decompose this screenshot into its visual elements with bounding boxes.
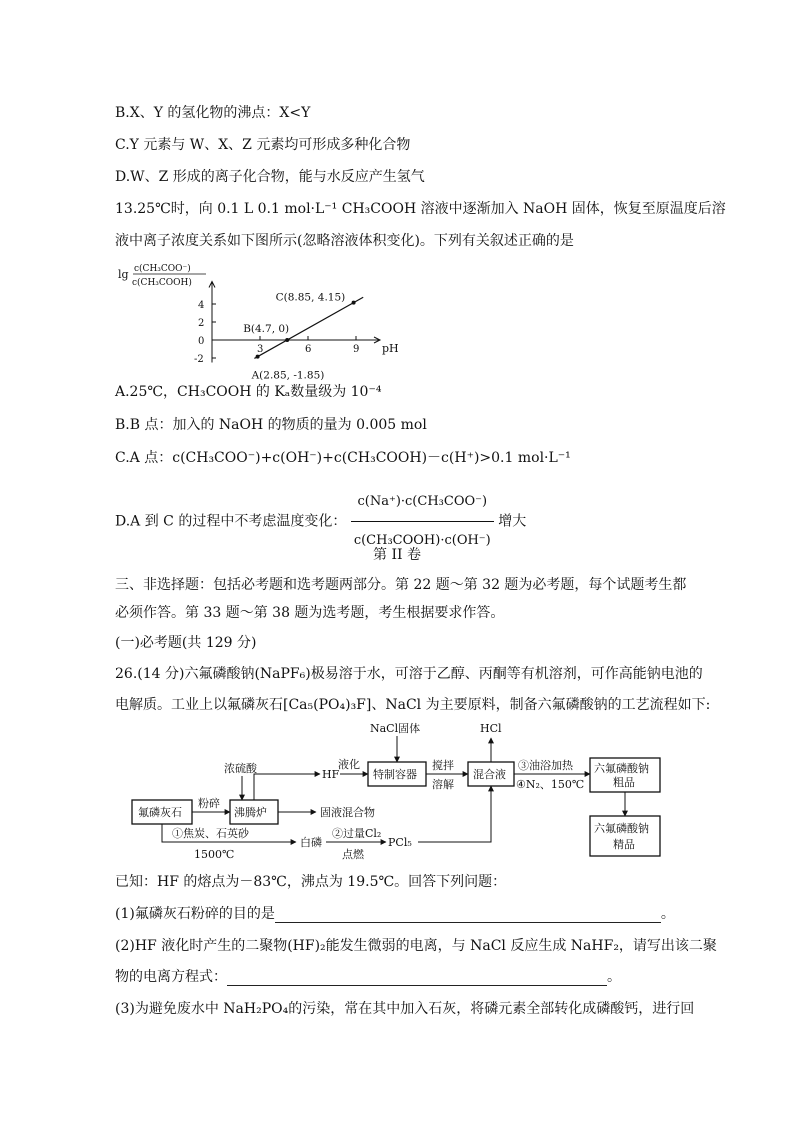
raw-material-label: 氟磷灰石 — [138, 806, 182, 819]
liquefy-label: 液化 — [338, 758, 360, 771]
chart-ylabel-num: c(CH₃COO⁻) — [134, 264, 191, 274]
mixture-label: 混合液 — [473, 768, 506, 781]
hf-label: HF — [322, 768, 340, 781]
fine-product-label-2: 精品 — [613, 838, 635, 851]
step1-label: ①焦炭、石英砂 — [172, 827, 249, 840]
chart-ylabel-den: c(CH₃COOH) — [132, 278, 192, 288]
arrow-furnace-hf — [254, 774, 320, 800]
chart-point — [285, 338, 289, 342]
q26-stem-line2: 电解质。工业上以氟磷灰石[Ca₅(PO₄)₃F]、NaCl 为主要原料，制备六氟磷酸钠的工艺流程如下: — [115, 697, 711, 713]
dissolve-label: 溶解 — [432, 778, 454, 791]
q26-sub2-end: 。 — [607, 969, 621, 985]
q13-option-d-suffix: 增大 — [498, 513, 527, 530]
section-title: 第 II 卷 — [373, 547, 421, 563]
nacl-label: NaCl固体 — [370, 722, 421, 735]
chart-y-tick-label: 2 — [198, 318, 205, 329]
chart-ylabel-prefix: lg — [118, 268, 129, 281]
crude-product-label-1: 六氟磷酸钠 — [594, 762, 649, 775]
q26-sub2-text: 物的电离方程式： — [115, 969, 227, 985]
step4-label: ④N₂、150℃ — [516, 778, 585, 791]
chart-y-tick-label: -2 — [194, 354, 204, 365]
chart-point-label: C(8.85, 4.15) — [275, 291, 346, 304]
chart-point-label: A(2.85, -1.85) — [251, 369, 325, 382]
q26-sub2-line2 — [115, 968, 621, 986]
option-d-prev: D.W、Z 形成的离子化合物，能与水反应产生氢气 — [115, 169, 425, 185]
q13-option-d-numerator: c(Na⁺)·c(CH₃COO⁻) — [351, 484, 494, 522]
q26-sub1-text: (1)氟磷灰石粉碎的目的是 — [115, 906, 275, 922]
crush-label: 粉碎 — [198, 797, 220, 810]
q26-note: 已知：HF 的熔点为－83℃，沸点为 19.5℃。回答下列问题： — [115, 874, 507, 890]
q26-sub2-line1: (2)HF 液化时产生的二聚物(HF)₂能发生微弱的电离，与 NaCl 反应生成 NaHF₂，请写出该二聚 — [115, 938, 717, 954]
q26-sub1-end: 。 — [660, 906, 675, 922]
option-b-prev: B.X、Y 的氢化物的沸点：X<Y — [115, 105, 311, 121]
acid-label: 浓硫酸 — [224, 762, 257, 775]
step2-label: ②过量Cl₂ — [332, 827, 382, 840]
chart-point — [256, 355, 260, 359]
chart-point-label: B(4.7, 0) — [243, 323, 290, 335]
chart-y-tick-label: 0 — [198, 336, 205, 347]
section-part-heading: (一)必考题(共 129 分) — [115, 635, 257, 651]
chart-x-tick-label: 9 — [353, 344, 360, 355]
pcl5-label: PCl₅ — [388, 836, 412, 849]
option-c-prev: C.Y 元素与 W、X、Z 元素均可形成多种化合物 — [115, 137, 411, 153]
process-flow-diagram — [120, 718, 690, 866]
q13-stem-line1: 13.25℃时，向 0.1 L 0.1 mol·L⁻¹ CH₃COOH 溶液中逐渐加入 NaOH 固体，恢复至原温度后溶 — [115, 201, 726, 217]
q13-option-d-prefix: D.A 到 C 的过程中不考虑温度变化： — [115, 513, 347, 530]
q26-sub1 — [115, 905, 675, 923]
ignite-label: 点燃 — [342, 848, 364, 861]
q26-sub3-line1: (3)为避免废水中 NaH₂PO₄的污染，常在其中加入石灰，将磷元素全部转化成磷酸钙，进行回 — [115, 1001, 695, 1017]
section-intro-line2: 必须作答。第 33 题～第 38 题为选考题，考生根据要求作答。 — [115, 605, 505, 621]
q13-option-d-denominator: c(CH₃COOH)·c(OH⁻) — [353, 533, 491, 548]
arrow-pcl5-to-mixture — [418, 786, 491, 842]
q26-stem-line1: 26.(14 分)六氟磷酸钠(NaPF₆)极易溶于水，可溶于乙醇、丙酮等有机溶剂，可作高能钠电池的 — [115, 666, 703, 682]
temp1-label: 1500℃ — [194, 848, 235, 861]
q13-option-a: A.25℃，CH₃COOH 的 Kₐ数量级为 10⁻⁴ — [115, 384, 382, 400]
q13-option-c: C.A 点：c(CH₃COO⁻)+c(OH⁻)+c(CH₃COOH)－c(H⁺)>0.1 mol·L⁻¹ — [115, 450, 571, 466]
white-phosphorus-label: 白磷 — [300, 836, 322, 849]
q26-sub1-answer-blank[interactable] — [275, 908, 661, 923]
q13-stem-line2: 液中离子浓度关系如下图所示(忽略溶液体积变化)。下列有关叙述正确的是 — [115, 233, 574, 249]
q13-option-b: B.B 点：加入的 NaOH 的物质的量为 0.005 mol — [115, 417, 427, 433]
chart-x-tick-label: 3 — [257, 344, 264, 355]
vessel-label: 特制容器 — [373, 768, 417, 781]
fine-product-label-1: 六氟磷酸钠 — [594, 822, 649, 835]
chart-point — [352, 301, 356, 305]
furnace-label: 沸腾炉 — [234, 806, 267, 819]
stir-label: 搅拌 — [432, 759, 454, 772]
step3-label: ③油浴加热 — [518, 759, 573, 772]
crude-product-label-2: 粗品 — [613, 776, 635, 789]
chart-xlabel: pH — [382, 342, 399, 355]
chart-x-tick-label: 6 — [305, 344, 312, 355]
hcl-label: HCl — [480, 722, 502, 735]
chart-y-tick-label: 4 — [198, 300, 205, 311]
q13-chart — [112, 258, 399, 382]
section-intro-line1: 三、非选择题：包括必考题和选考题两部分。第 22 题～第 32 题为必考题，每个试题考生都 — [115, 577, 687, 593]
q26-sub2-answer-blank[interactable] — [227, 971, 607, 986]
solid-liquid-label: 固液混合物 — [320, 806, 375, 819]
